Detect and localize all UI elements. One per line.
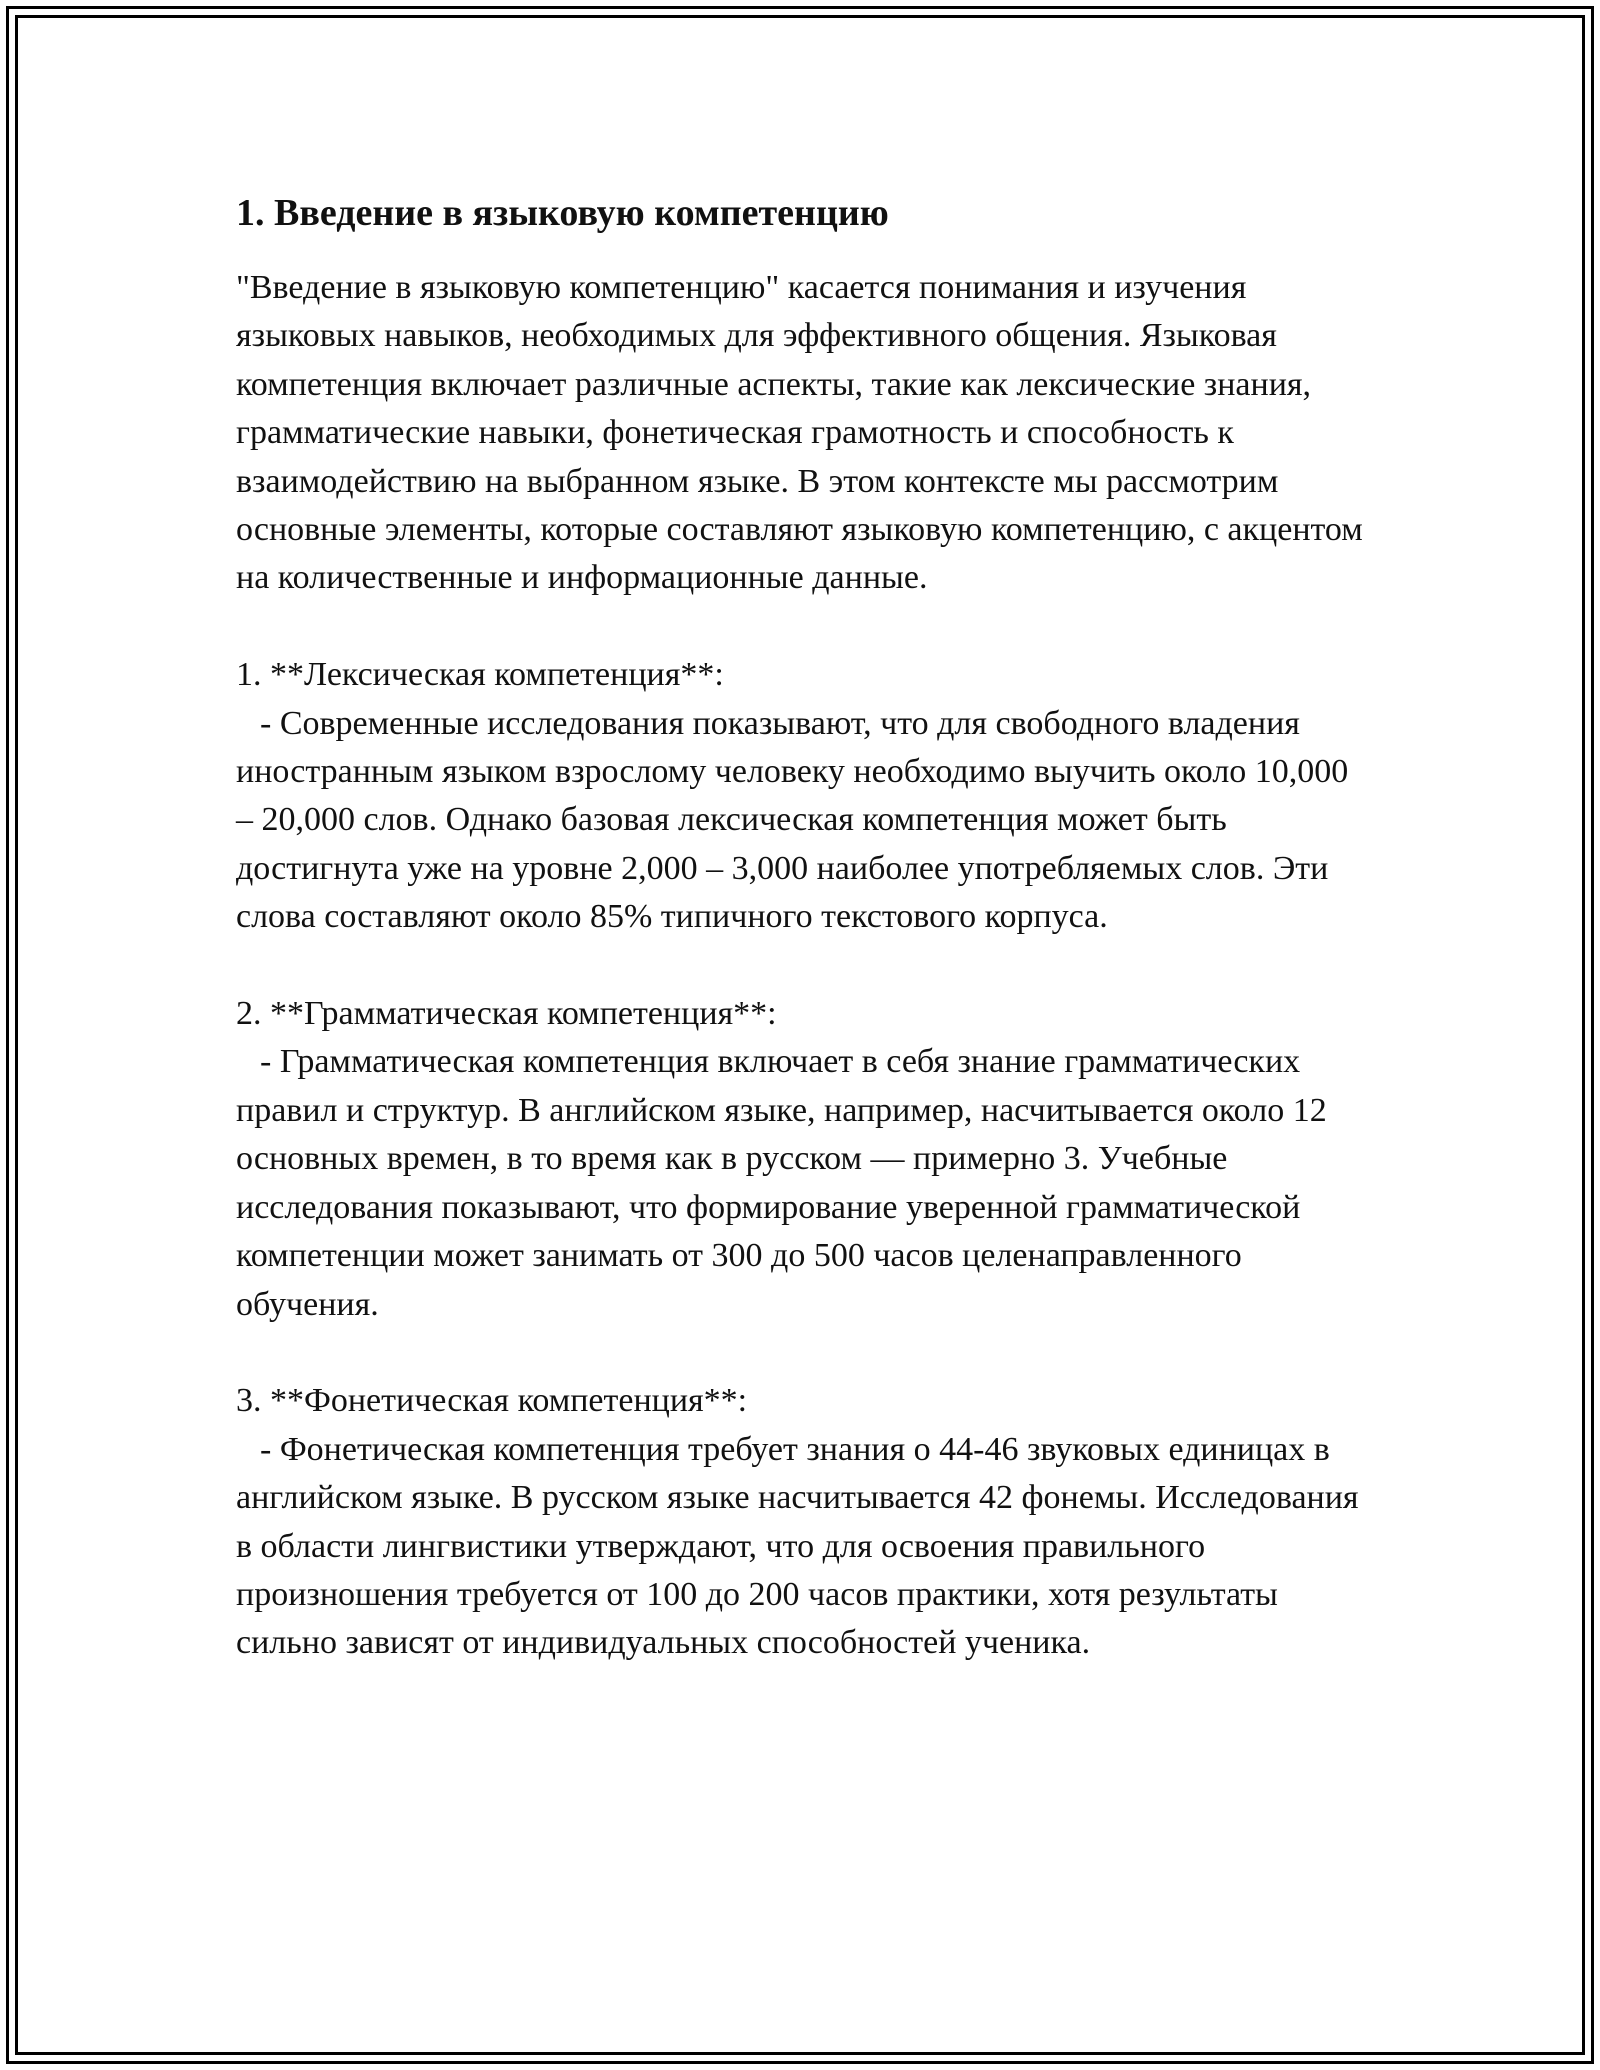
document-body [236, 188, 1366, 1668]
document-text [236, 264, 1366, 1668]
document-title: 1. Введение в языковую компетенцию [236, 192, 889, 234]
section-grammar [236, 990, 1366, 1329]
intro-paragraph: "Введение в языковую компетенцию" касается понимания и изучения языковых навыков, необходимых для эффективного общения. Языковая компетенция включает различные аспекты, такие как лексические знания, грамматические навыки, фонетическая грамотность и способность к взаимодействию на выбранном языке. В этом контексте мы рассмотрим основные элементы, которые составляют языковую компетенцию, с акцентом на количественные и информационные данные. [236, 269, 1363, 597]
section-phonetic [236, 1377, 1366, 1667]
section-heading: 2. **Грамматическая компетенция**: [236, 995, 777, 1033]
section-body: - Фонетическая компетенция требует знания о 44-46 звуковых единицах в английском языке. В русском языке насчитывается 42 фонемы. Исследования в области лингвистики утверждают, что для освоения правильного произношения требуется от 100 до 200 часов практики, хотя результаты сильно зависят от индивидуальных способностей ученика. [236, 1430, 1359, 1662]
section-body: - Современные исследования показывают, что для свободного владения иностранным языком взрослому человеку необходимо выучить около 10,000 – 20,000 слов. Однако базовая лексическая компетенция может быть достигнута уже на уровне 2,000 – 3,000 наиболее употребляемых слов. Эти слова составляют около 85% типичного текстового корпуса. [236, 704, 1349, 936]
section-heading: 3. **Фонетическая компетенция**: [236, 1382, 748, 1420]
section-body: - Грамматическая компетенция включает в себя знание грамматических правил и структур. В английском языке, например, насчитывается около 12 основных времен, в то время как в русском — примерно 3. Учебные исследования показывают, что формирование уверенной грамматической компетенции может занимать от 300 до 500 часов целенаправленного обучения. [236, 1043, 1327, 1323]
section-lexical [236, 651, 1366, 941]
section-heading: 1. **Лексическая компетенция**: [236, 656, 724, 694]
